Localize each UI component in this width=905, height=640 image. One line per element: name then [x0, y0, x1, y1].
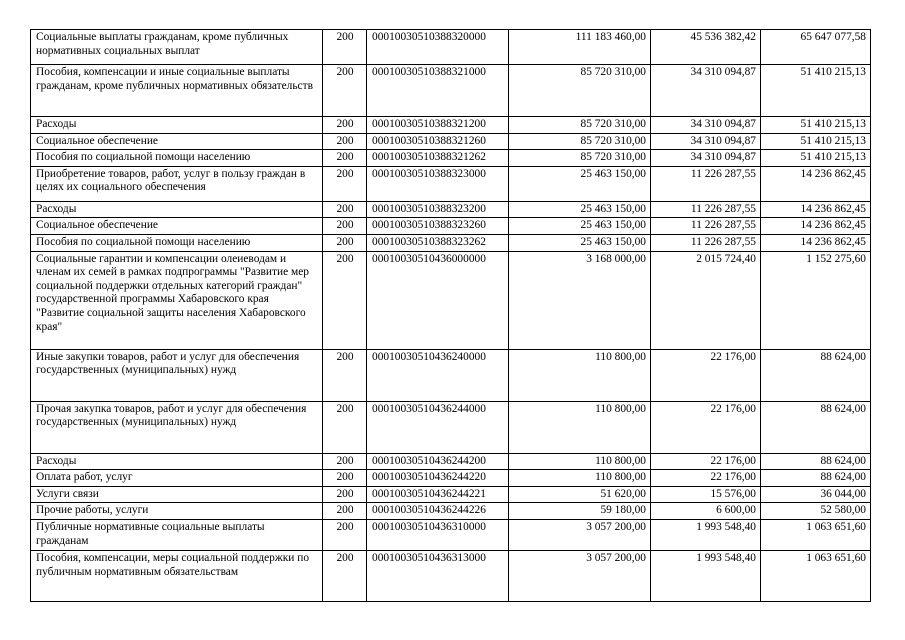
row-approved-amount: 85 720 310,00 — [509, 65, 651, 117]
row-budget-code: 00010030510436313000 — [367, 550, 509, 601]
row-budget-code: 00010030510388321260 — [367, 133, 509, 150]
row-remaining-amount: 88 624,00 — [761, 470, 871, 487]
row-approved-amount: 25 463 150,00 — [509, 201, 651, 218]
row-remaining-amount: 14 236 862,45 — [761, 218, 871, 235]
table-row — [31, 550, 871, 601]
row-remaining-amount: 14 236 862,45 — [761, 234, 871, 251]
row-remaining-amount: 1 063 651,60 — [761, 519, 871, 550]
row-name: Расходы — [31, 117, 323, 134]
row-remaining-amount: 51 410 215,13 — [761, 65, 871, 117]
row-executed-amount: 1 993 548,40 — [651, 550, 761, 601]
row-name: Социальные выплаты гражданам, кроме публичных нормативных социальных выплат — [31, 30, 323, 65]
table-row — [31, 218, 871, 235]
row-executed-amount: 34 310 094,87 — [651, 117, 761, 134]
row-line-code: 200 — [323, 117, 367, 134]
row-executed-amount: 22 176,00 — [651, 453, 761, 470]
row-line-code: 200 — [323, 201, 367, 218]
row-remaining-amount: 51 410 215,13 — [761, 117, 871, 134]
row-remaining-amount: 36 044,00 — [761, 486, 871, 503]
row-budget-code: 00010030510388323262 — [367, 234, 509, 251]
row-name: Пособия по социальной помощи населению — [31, 234, 323, 251]
row-remaining-amount: 88 624,00 — [761, 349, 871, 401]
budget-execution-table — [30, 29, 871, 602]
row-remaining-amount: 51 410 215,13 — [761, 150, 871, 167]
row-budget-code: 00010030510388320000 — [367, 30, 509, 65]
row-budget-code: 00010030510436000000 — [367, 251, 509, 349]
row-executed-amount: 22 176,00 — [651, 401, 761, 453]
row-name: Социальное обеспечение — [31, 133, 323, 150]
row-name: Оплата работ, услуг — [31, 470, 323, 487]
row-budget-code: 00010030510388323000 — [367, 166, 509, 201]
row-name: Услуги связи — [31, 486, 323, 503]
row-line-code: 200 — [323, 65, 367, 117]
row-executed-amount: 34 310 094,87 — [651, 65, 761, 117]
row-budget-code: 00010030510388323260 — [367, 218, 509, 235]
row-line-code: 200 — [323, 133, 367, 150]
row-executed-amount: 34 310 094,87 — [651, 133, 761, 150]
row-approved-amount: 25 463 150,00 — [509, 234, 651, 251]
row-executed-amount: 15 576,00 — [651, 486, 761, 503]
row-name: Социальное обеспечение — [31, 218, 323, 235]
row-executed-amount: 11 226 287,55 — [651, 218, 761, 235]
row-name: Публичные нормативные социальные выплаты гражданам — [31, 519, 323, 550]
row-budget-code: 00010030510388321000 — [367, 65, 509, 117]
row-executed-amount: 45 536 382,42 — [651, 30, 761, 65]
row-line-code: 200 — [323, 218, 367, 235]
row-name: Социальные гарантии и компенсации олеиеводам и членам их семей в рамках подпрограммы "Развитие мер социальной поддержки отдельных категорий граждан" государственной программы Хабаровского края "Развитие социальной защиты населения Хабаровского края" — [31, 251, 323, 349]
table-row — [31, 201, 871, 218]
table-row — [31, 401, 871, 453]
row-executed-amount: 22 176,00 — [651, 349, 761, 401]
row-executed-amount: 34 310 094,87 — [651, 150, 761, 167]
row-budget-code: 00010030510436240000 — [367, 349, 509, 401]
row-budget-code: 00010030510388323200 — [367, 201, 509, 218]
row-approved-amount: 25 463 150,00 — [509, 218, 651, 235]
row-executed-amount: 2 015 724,40 — [651, 251, 761, 349]
row-remaining-amount: 52 580,00 — [761, 503, 871, 520]
row-executed-amount: 6 600,00 — [651, 503, 761, 520]
row-line-code: 200 — [323, 349, 367, 401]
row-line-code: 200 — [323, 453, 367, 470]
row-line-code: 200 — [323, 486, 367, 503]
table-row — [31, 349, 871, 401]
row-line-code: 200 — [323, 30, 367, 65]
row-remaining-amount: 1 152 275,60 — [761, 251, 871, 349]
row-executed-amount: 11 226 287,55 — [651, 166, 761, 201]
row-approved-amount: 110 800,00 — [509, 453, 651, 470]
row-line-code: 200 — [323, 166, 367, 201]
row-line-code: 200 — [323, 251, 367, 349]
row-approved-amount: 85 720 310,00 — [509, 117, 651, 134]
row-line-code: 200 — [323, 234, 367, 251]
row-remaining-amount: 88 624,00 — [761, 401, 871, 453]
row-line-code: 200 — [323, 150, 367, 167]
row-name: Пособия по социальной помощи населению — [31, 150, 323, 167]
row-budget-code: 00010030510436310000 — [367, 519, 509, 550]
row-approved-amount: 59 180,00 — [509, 503, 651, 520]
row-name: Приобретение товаров, работ, услуг в пользу граждан в целях их социального обеспечения — [31, 166, 323, 201]
row-name: Иные закупки товаров, работ и услуг для обеспечения государственных (муниципальных) нужд — [31, 349, 323, 401]
table-row — [31, 65, 871, 117]
row-budget-code: 00010030510436244200 — [367, 453, 509, 470]
row-line-code: 200 — [323, 550, 367, 601]
row-approved-amount: 3 168 000,00 — [509, 251, 651, 349]
row-name: Прочая закупка товаров, работ и услуг для обеспечения государственных (муниципальных) нужд — [31, 401, 323, 453]
row-name: Пособия, компенсации и иные социальные выплаты гражданам, кроме публичных нормативных обязательств — [31, 65, 323, 117]
row-executed-amount: 11 226 287,55 — [651, 201, 761, 218]
row-executed-amount: 11 226 287,55 — [651, 234, 761, 251]
table-row — [31, 251, 871, 349]
row-budget-code: 00010030510388321200 — [367, 117, 509, 134]
row-executed-amount: 22 176,00 — [651, 470, 761, 487]
row-approved-amount: 110 800,00 — [509, 401, 651, 453]
table-row — [31, 486, 871, 503]
table-row — [31, 453, 871, 470]
row-approved-amount: 111 183 460,00 — [509, 30, 651, 65]
table-row — [31, 166, 871, 201]
row-budget-code: 00010030510436244000 — [367, 401, 509, 453]
row-line-code: 200 — [323, 401, 367, 453]
row-approved-amount: 110 800,00 — [509, 470, 651, 487]
table-row — [31, 30, 871, 65]
row-approved-amount: 85 720 310,00 — [509, 133, 651, 150]
row-line-code: 200 — [323, 503, 367, 520]
row-approved-amount: 110 800,00 — [509, 349, 651, 401]
row-name: Расходы — [31, 453, 323, 470]
row-name: Прочие работы, услуги — [31, 503, 323, 520]
table-row — [31, 519, 871, 550]
table-row — [31, 150, 871, 167]
row-approved-amount: 3 057 200,00 — [509, 550, 651, 601]
row-executed-amount: 1 993 548,40 — [651, 519, 761, 550]
row-approved-amount: 25 463 150,00 — [509, 166, 651, 201]
row-remaining-amount: 1 063 651,60 — [761, 550, 871, 601]
row-remaining-amount: 14 236 862,45 — [761, 166, 871, 201]
row-approved-amount: 51 620,00 — [509, 486, 651, 503]
row-budget-code: 00010030510436244220 — [367, 470, 509, 487]
row-budget-code: 00010030510436244221 — [367, 486, 509, 503]
table-row — [31, 117, 871, 134]
row-approved-amount: 3 057 200,00 — [509, 519, 651, 550]
row-remaining-amount: 14 236 862,45 — [761, 201, 871, 218]
row-remaining-amount: 51 410 215,13 — [761, 133, 871, 150]
row-line-code: 200 — [323, 470, 367, 487]
row-name: Расходы — [31, 201, 323, 218]
row-budget-code: 00010030510388321262 — [367, 150, 509, 167]
table-row — [31, 503, 871, 520]
row-remaining-amount: 88 624,00 — [761, 453, 871, 470]
row-name: Пособия, компенсации, меры социальной поддержки по публичным нормативным обязательствам — [31, 550, 323, 601]
row-line-code: 200 — [323, 519, 367, 550]
table-row — [31, 470, 871, 487]
table-row — [31, 234, 871, 251]
row-budget-code: 00010030510436244226 — [367, 503, 509, 520]
row-approved-amount: 85 720 310,00 — [509, 150, 651, 167]
row-remaining-amount: 65 647 077,58 — [761, 30, 871, 65]
table-row — [31, 133, 871, 150]
